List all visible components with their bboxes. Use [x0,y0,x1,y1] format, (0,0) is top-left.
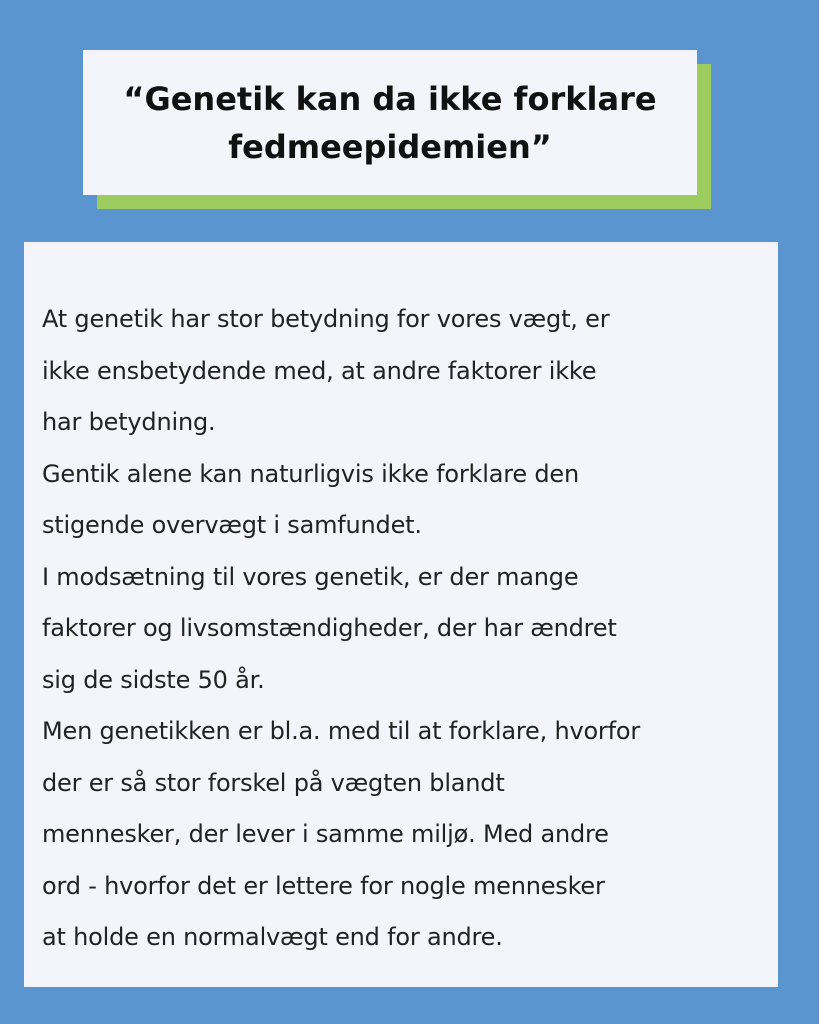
page-title: “Genetik kan da ikke forklare fedmeepidemien” [123,79,657,166]
body-line: mennesker, der lever i samme miljø. Med andre [42,820,609,848]
body-line: sig de sidste 50 år. [42,665,265,694]
title-card [83,50,697,195]
body-line: har betydning. [42,408,216,436]
body-line: der er så stor forskel på vægten blandt [42,768,505,797]
body-line: at holde en normalvægt end for andre. [42,923,503,951]
body-line: faktorer og livsomstændigheder, der har ændret [42,614,617,642]
body-card [24,242,778,987]
body-line: stigende overvægt i samfundet. [42,511,422,539]
body-line: Gentik alene kan naturligvis ikke forklare den [42,459,579,488]
body-line: I modsætning til vores genetik, er der mange [42,562,579,591]
body-line: At genetik har stor betydning for vores vægt, er [42,305,610,333]
body-line: ikke ensbetydende med, at andre faktorer ikke [42,356,597,385]
body-line: ord - hvorfor det er lettere for nogle mennesker [42,871,605,900]
body-line: Men genetikken er bl.a. med til at forklare, hvorfor [42,717,641,745]
